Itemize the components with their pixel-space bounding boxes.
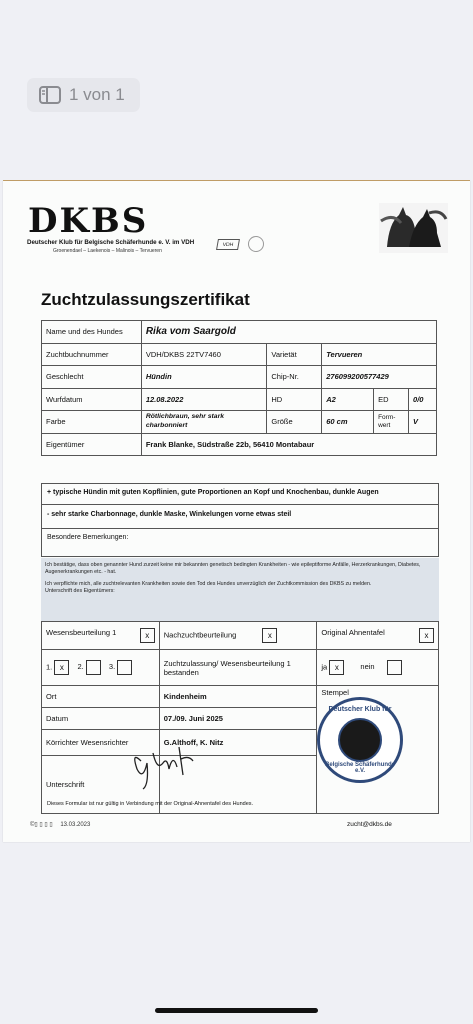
footer-note: Dieses Formular ist nur gültig in Verbindung mit der Original-Ahnentafel des Hundes. [47,801,254,807]
richter-label: Körrichter Wesensrichter [42,730,160,756]
option-2-label: 2. [77,662,84,672]
ed-value: 0/0 [409,388,437,411]
owner-label: Eigentümer [42,433,142,456]
owner-value: Frank Blanke, Südstraße 22b, 56410 Montabaur [141,433,436,456]
option-1-label: 1. [46,662,53,672]
dog-details-table [41,320,437,456]
hd-value: A2 [322,388,374,411]
size-value: 60 cm [322,411,374,434]
stamp-text-top: Deutscher Klub für [328,706,392,713]
chip-label: Chip-Nr. [267,366,322,389]
ja-label: ja [321,662,328,672]
studbook-value: VDH/DKBS 22TV7460 [141,343,267,366]
formwert-value: V [409,411,437,434]
footer-email[interactable]: zucht@dkbs.de [347,821,392,828]
color-value: Rötlichbraun, sehr stark charbonniert [141,411,267,434]
name-label: Name und des Hundes [42,321,142,344]
sex-value: Hündin [141,366,267,389]
name-value: Rika vom Saargold [141,321,436,344]
club-stamp [317,697,403,783]
negative-remarks: - sehr starke Charbonnage, dunkle Maske, Winkelungen vorne etwas steil [41,505,439,529]
size-label: Größe [267,411,322,434]
option-2-checkbox[interactable] [86,660,101,675]
special-remarks-label: Besondere Bemerkungen: [41,529,439,557]
page-indicator-text: 1 von 1 [69,85,125,104]
nein-label: nein [360,662,375,672]
club-name: Deutscher Klub für Belgische Schäferhunde e. V. im VDH [27,239,195,246]
positive-remarks: + typische Hündin mit guten Kopflinien, gute Proportionen an Kopf und Knochenbau, dunkle Augen [41,483,439,505]
wesens-checkbox[interactable]: x [140,628,155,643]
nachzucht-label: Nachzuchtbeurteilung [163,630,237,640]
unterschrift-label: Unterschrift [42,756,160,814]
page-indicator[interactable] [27,78,140,112]
option-3-checkbox[interactable] [117,660,132,675]
ed-label: ED [374,388,409,411]
footer-version [30,821,90,828]
ort-value: Kindenheim [159,686,317,708]
formwert-label: Form-wert [374,411,409,434]
ort-label: Ort [42,686,160,708]
zulassung-label: Zuchtzulassung/ Wesensbeurteilung 1 bestanden [159,650,317,686]
wesens-label: Wesensbeurteilung 1 [46,628,117,637]
option-1-checkbox[interactable]: x [54,660,69,675]
studbook-label: Zuchtbuchnummer [42,343,142,366]
stempel-label: Stempel [321,688,349,697]
version-date: 13.03.2023 [60,822,91,828]
small-seal-icon [248,236,264,252]
richter-value: G.Althoff, K. Nitz [159,730,317,756]
hd-label: HD [267,388,322,411]
license-icons: ©▯ ▯ ▯ ▯ [30,822,53,828]
sex-label: Geschlecht [42,366,142,389]
club-varieties: Groenendael – Laekenois – Malinois – Tervueren [53,248,162,254]
birth-label: Wurfdatum [42,388,142,411]
chip-value: 276099200577429 [322,366,437,389]
dog-head-icon [338,718,382,762]
confirmation-notice [41,558,439,621]
ja-checkbox[interactable]: x [329,660,344,675]
document-page[interactable] [3,181,470,842]
dogs-image [379,203,448,253]
variety-label: Varietät [267,343,322,366]
home-indicator[interactable] [155,1008,318,1013]
document-title: Zuchtzulassungszertifikat [41,290,250,309]
ahnentafel-checkbox[interactable]: x [419,628,434,643]
remarks-section [41,483,439,557]
datum-label: Datum [42,708,160,730]
birth-value: 12.08.2022 [141,388,267,411]
vdh-badge: VDH [216,239,240,250]
owner-signature-label: Unterschrift des Eigentümers: [45,588,115,595]
ahnentafel-label: Original Ahnentafel [321,628,385,637]
stamp-text-bottom: Belgische Schäferhunde e.V. [324,762,396,774]
notice-text-1: Ich bestätige, dass oben genannter Hund zurzeit keine mir bekannten genetisch bedingten Krankheiten - wie epileptiforme Anfälle, Herzerkrankungen, Diabetes, Augenerkrankungen etc. - hat. [45,562,421,576]
color-label: Farbe [42,411,142,434]
dkbs-logo: DKBS [28,201,149,241]
nein-checkbox[interactable] [387,660,402,675]
notice-text-2: Ich verpflichte mich, alle zuchtrelevanten Krankheiten sowie den Tod des Hundes unverzüglich der Zuchtkommission des DKBS zu melden. [45,581,372,588]
variety-value: Tervueren [322,343,437,366]
nachzucht-checkbox[interactable]: x [262,628,277,643]
option-3-label: 3. [108,662,116,672]
judge-signature [123,741,233,791]
sidebar-icon [39,86,61,104]
datum-value: 07./09. Juni 2025 [159,708,317,730]
